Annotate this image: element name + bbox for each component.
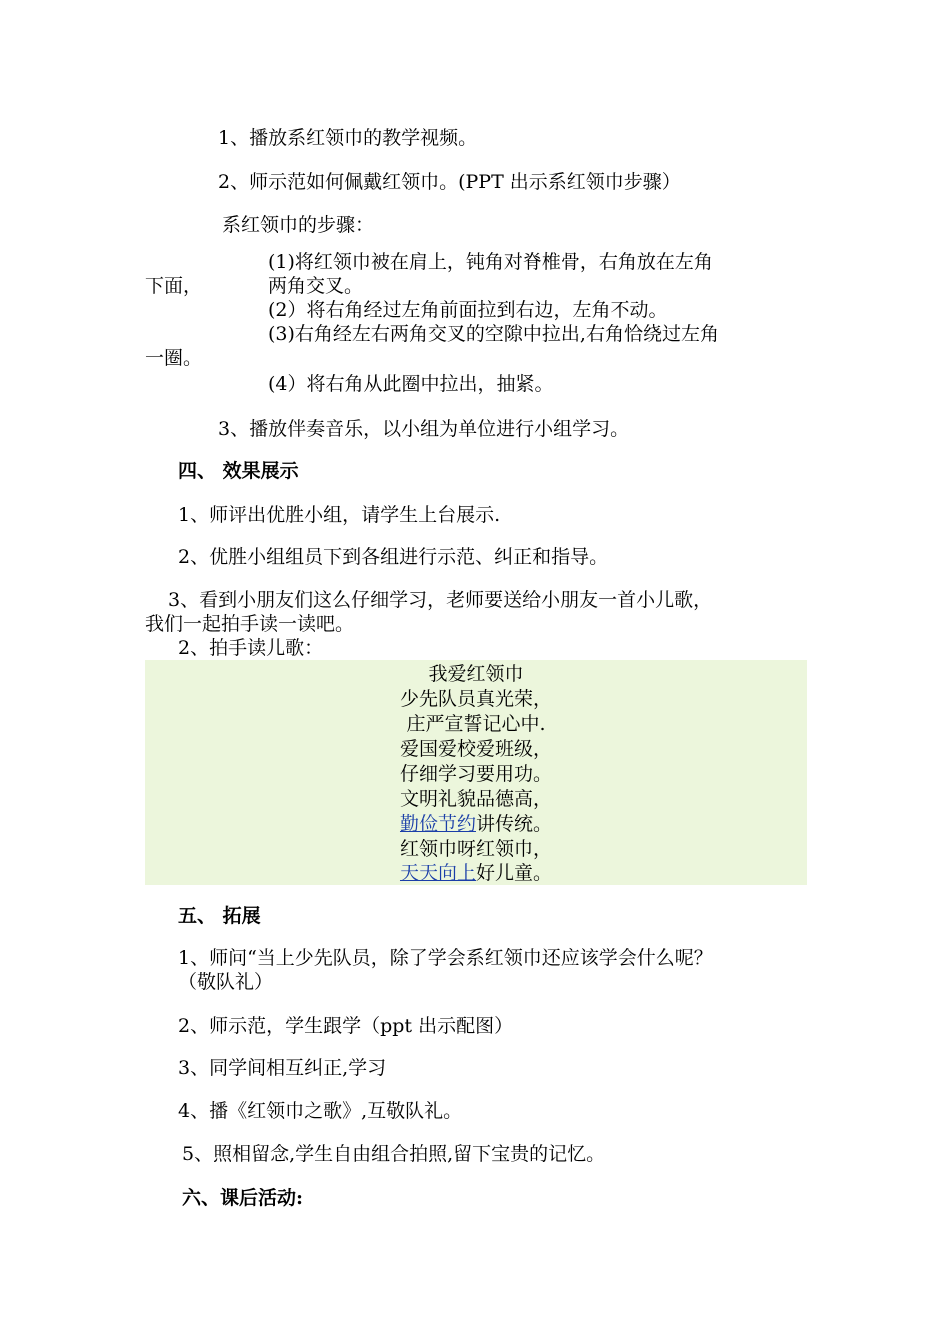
poem-line-2: 庄严宣誓记心中. [406,713,546,735]
steps-heading: 系红领巾的步骤： [222,214,375,236]
poem-line-1: 少先队员真光荣， [399,688,552,710]
effect-item-4: 2、拍手读儿歌： [178,637,324,659]
extension-item-4: 4、播《红领巾之歌》,互敬队礼。 [178,1100,463,1122]
step-play-video: 1、播放系红领巾的教学视频。 [218,127,478,149]
effect-item-3-cont: 我们一起拍手读一读吧。 [145,613,355,635]
poem-title: 我爱红领巾 [428,663,524,685]
section-heading-after-class: 六、课后活动: [182,1187,304,1209]
poem-line-5: 文明礼貌品德高， [399,788,552,810]
extension-item-2: 2、师示范，学生跟学（ppt 出示配图） [178,1015,514,1037]
section-heading-effect: 四、 效果展示 [178,460,299,482]
knot-step-1-cont-right: 两角交叉。 [268,275,364,297]
section-heading-extension: 五、 拓展 [178,905,261,927]
extension-item-5: 5、照相留念,学生自由组合拍照,留下宝贵的记忆。 [182,1143,606,1165]
knot-step-3: (3)右角经左右两角交叉的空隙中拉出,右角恰绕过左角 [268,323,719,345]
poem-line-4: 仔细学习要用功。 [399,763,552,785]
poem-line-8 [145,861,807,885]
extension-item-1-cont: （敬队礼） [178,971,274,993]
poem-link-progress[interactable]: 天天向上 [399,862,476,884]
extension-item-3: 3、同学间相互纠正,学习 [178,1057,387,1079]
poem-line-8-rest: 好儿童。 [476,862,553,884]
extension-item-1: 1、师问“当上少先队员，除了学会系红领巾还应该学会什么呢？ [178,947,713,969]
poem-box [145,660,807,885]
step-teacher-demo: 2、师示范如何佩戴红领巾。(PPT 出示系红领巾步骤） [218,171,681,193]
knot-step-4: (4）将右角从此圈中拉出，抽紧。 [268,373,554,395]
poem-line-7: 红领巾呀红领巾， [399,838,552,860]
effect-item-1: 1、师评出优胜小组，请学生上台展示. [178,504,501,526]
poem-line-3: 爱国爱校爱班级， [399,738,552,760]
knot-step-1: (1)将红领巾被在肩上，钝角对脊椎骨，右角放在左角 [268,251,713,273]
poem-line-6 [145,812,807,836]
knot-step-1-cont-left: 下面， [145,275,203,297]
knot-step-2: (2）将右角经过左角前面拉到右边，左角不动。 [268,299,668,321]
step-group-study: 3、播放伴奏音乐，以小组为单位进行小组学习。 [218,418,630,440]
knot-step-3-cont: 一圈。 [145,347,203,369]
effect-item-3: 3、看到小朋友们这么仔细学习，老师要送给小朋友一首小儿歌， [168,589,713,611]
effect-item-2: 2、优胜小组组员下到各组进行示范、纠正和指导。 [178,546,609,568]
poem-link-frugal[interactable]: 勤俭节约 [399,813,476,835]
poem-line-6-rest: 讲传统。 [476,813,553,835]
